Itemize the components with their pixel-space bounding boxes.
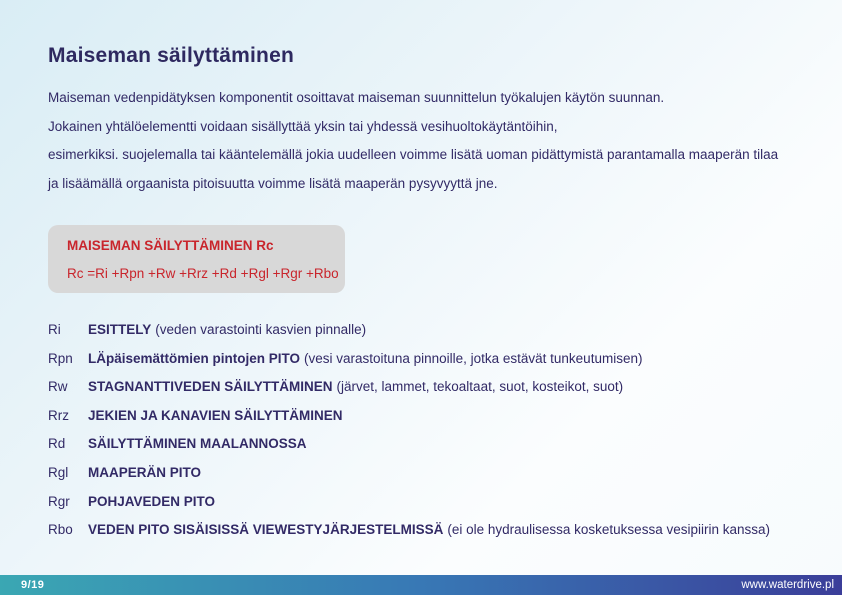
formula-callout-box [48, 225, 345, 293]
glossary-row [48, 402, 832, 431]
page-number-indicator: 9/19 [21, 579, 45, 591]
glossary-row [48, 459, 832, 488]
glossary-row [48, 316, 832, 345]
component-symbol: Rd [48, 436, 66, 452]
component-symbol: Rgl [48, 464, 69, 480]
component-term: MAAPERÄN PITO [88, 464, 202, 480]
glossary-row [48, 488, 832, 517]
component-term: VEDEN PITO SISÄISISSÄ VIEWESTYJÄRJESTELMISSÄ [88, 522, 444, 538]
glossary-row [48, 373, 832, 402]
intro-line: Jokainen yhtälöelementti voidaan sisällyttää yksin tai yhdessä vesihuoltokäytäntöihin, [48, 118, 558, 134]
footer-bar [0, 575, 842, 595]
intro-line: Maiseman vedenpidätyksen komponentit osoittavat maiseman suunnittelun työkalujen käytön suunnan. [48, 90, 665, 105]
component-detail: (järvet, lammet, tekoaltaat, suot, kosteikot, suot) [336, 379, 624, 395]
component-symbol: Rw [48, 379, 68, 395]
glossary-row [48, 430, 832, 459]
component-term: JEKIEN JA KANAVIEN SÄILYTTÄMINEN [88, 407, 343, 423]
component-detail: (vesi varastoituna pinnoille, jotka estävät tunkeutumisen) [304, 350, 643, 366]
intro-line: ja lisäämällä orgaanista pitoisuutta voimme lisätä maaperän pysyvyyttä jne. [48, 175, 498, 191]
glossary-row [48, 516, 832, 545]
formula-equation: Rc =Ri +Rpn +Rw +Rrz +Rd +Rgl +Rgr +Rbo [67, 266, 339, 281]
intro-line: esimerkiksi. suojelemalla tai kääntelemällä jokia uudelleen voimme lisätä uoman pidättymistä parantamalla maaperän tilaa [48, 147, 779, 163]
component-symbol: Rpn [48, 350, 73, 366]
page-title: Maiseman säilyttäminen [48, 44, 294, 67]
formula-box-title: MAISEMAN SÄILYTTÄMINEN Rc [67, 238, 274, 253]
glossary-row [48, 345, 832, 374]
component-term: POHJAVEDEN PITO [88, 493, 216, 509]
component-detail: (ei ole hydraulisessa kosketuksessa vesipiirin kanssa) [447, 522, 770, 538]
component-term: LÄpäisemättömien pintojen PITO [88, 350, 301, 366]
component-term: ESITTELY [88, 322, 152, 337]
component-symbol: Rbo [48, 522, 73, 538]
intro-paragraph [48, 84, 826, 198]
component-detail: (veden varastointi kasvien pinnalle) [155, 322, 367, 337]
component-symbol: Rgr [48, 493, 70, 509]
component-term: SÄILYTTÄMINEN MAALANNOSSA [88, 436, 307, 452]
website-link[interactable]: www.waterdrive.pl [741, 579, 834, 591]
component-symbol: Ri [48, 322, 61, 337]
component-glossary [48, 316, 832, 545]
component-symbol: Rrz [48, 407, 69, 423]
component-term: STAGNANTTIVEDEN SÄILYTTÄMINEN [88, 379, 333, 395]
